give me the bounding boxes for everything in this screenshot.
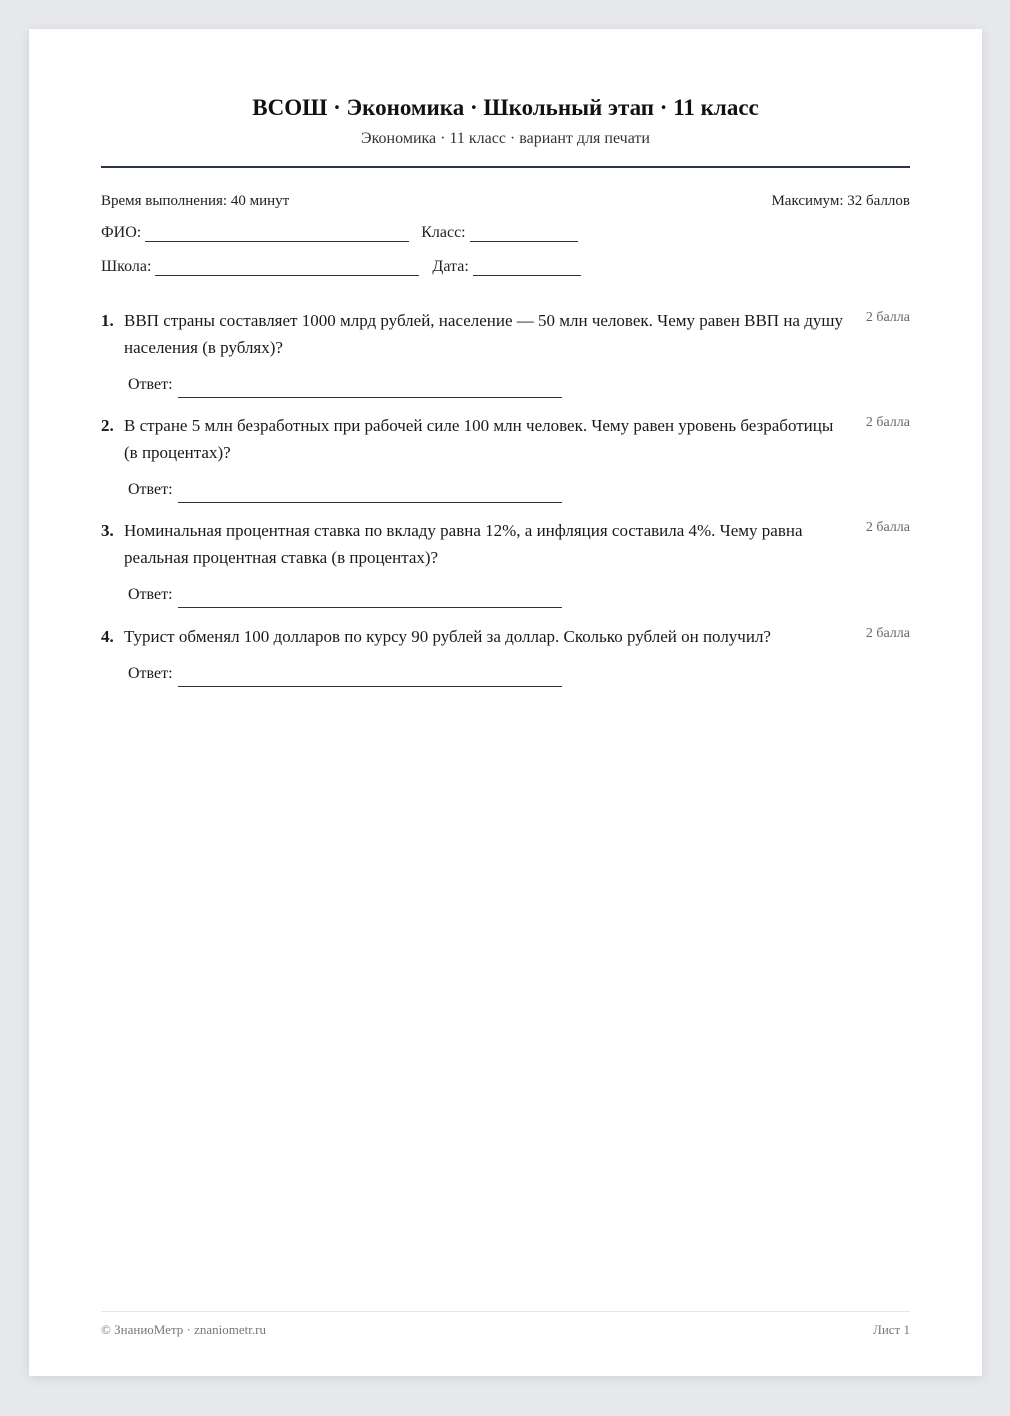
answer-row [128,371,910,398]
question-3 [101,517,910,608]
question-number: 2. [101,416,114,435]
footer-divider [101,1311,910,1312]
answer-label: Ответ: [128,665,173,682]
question-points: 2 балла [865,626,910,641]
question-points: 2 балла [865,415,910,430]
answer-row [128,581,910,608]
sheet-content [101,29,910,1376]
answer-blank[interactable] [178,672,562,687]
school-label: Школа: [101,258,152,275]
page-title: ВСОШ · Экономика · Школьный этап · 11 класс [252,95,759,120]
question-text: Номинальная процентная ставка по вкладу равна 12%, а инфляция составила 4%. Чему равна реальная процентная ставка (в процентах)? [124,521,803,567]
answer-row [128,476,910,503]
class-label: Класс: [421,224,466,241]
question-number: 1. [101,311,114,330]
print-sheet [29,29,982,1376]
sheet-number: Лист 1 [873,1322,910,1337]
question-points: 2 балла [865,520,910,535]
class-blank[interactable] [470,227,578,242]
date-blank[interactable] [473,261,581,276]
time-limit: Время выполнения: 40 минут [101,193,290,209]
footer [101,1322,910,1338]
question-text: Турист обменял 100 долларов по курсу 90 рублей за доллар. Сколько рублей он получил? [124,627,771,646]
header-divider [101,166,910,168]
answer-row [128,660,910,687]
question-text: В стране 5 млн безработных при рабочей силе 100 млн человек. Чему равен уровень безработицы (в процентах)? [124,416,834,462]
max-score: Максимум: 32 баллов [771,193,910,209]
date-label: Дата: [432,258,469,275]
question-1 [101,307,910,398]
answer-blank[interactable] [178,593,562,608]
question-2 [101,412,910,503]
question-number: 3. [101,521,114,540]
footer-copyright: © ЗнаниоМетр · znaniometr.ru [101,1322,266,1337]
page-subtitle: Экономика · 11 класс · вариант для печати [361,130,650,147]
answer-blank[interactable] [178,488,562,503]
answer-label: Ответ: [128,586,173,603]
fio-row [101,224,578,242]
question-text: ВВП страны составляет 1000 млрд рублей, население — 50 млн человек. Чему равен ВВП на душу населения (в рублях)? [124,311,843,357]
fio-blank[interactable] [145,227,409,242]
question-points: 2 балла [865,310,910,325]
school-blank[interactable] [155,261,419,276]
answer-blank[interactable] [178,383,562,398]
answer-label: Ответ: [128,481,173,498]
fio-label: ФИО: [101,224,142,241]
answer-label: Ответ: [128,376,173,393]
meta-row [101,193,910,210]
question-4 [101,623,910,687]
question-number: 4. [101,627,114,646]
school-row [101,258,581,276]
